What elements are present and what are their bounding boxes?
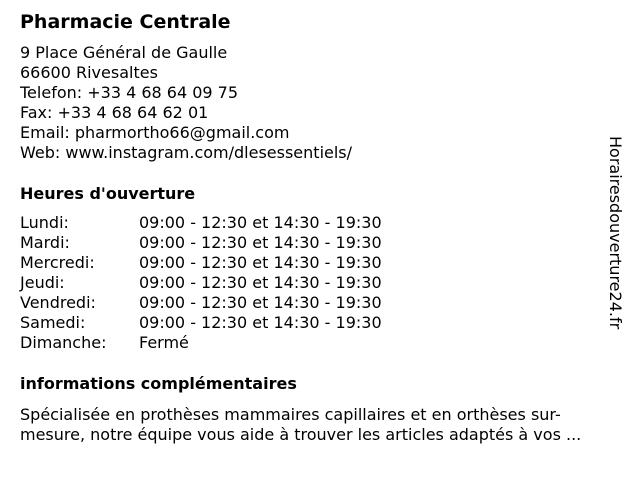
watermark-text: Horairesdouverture24.fr [606,136,625,330]
additional-info-heading: informations complémentaires [20,374,297,393]
time-range: 09:00 - 12:30 et 14:30 - 19:30 [139,313,382,332]
opening-hours-table [20,213,440,353]
day-label: Samedi: [20,313,86,332]
fax-number: Fax: +33 4 68 64 62 01 [20,103,209,122]
time-range: 09:00 - 12:30 et 14:30 - 19:30 [139,213,382,232]
time-range: 09:00 - 12:30 et 14:30 - 19:30 [139,273,382,292]
email-address: Email: pharmortho66@gmail.com [20,123,290,142]
time-range: 09:00 - 12:30 et 14:30 - 19:30 [139,233,382,252]
pharmacy-name: Pharmacie Centrale [20,11,231,33]
day-label: Mardi: [20,233,70,252]
time-range: 09:00 - 12:30 et 14:30 - 19:30 [139,293,382,312]
hours-row-friday [20,293,440,313]
day-label: Mercredi: [20,253,95,272]
opening-hours-heading: Heures d'ouverture [20,184,196,203]
time-range: 09:00 - 12:30 et 14:30 - 19:30 [139,253,382,272]
time-range: Fermé [139,333,189,352]
day-label: Jeudi: [20,273,65,292]
hours-row-tuesday [20,233,440,253]
day-label: Dimanche: [20,333,107,352]
contact-block [20,43,352,163]
hours-row-saturday [20,313,440,333]
hours-row-monday [20,213,440,233]
phone-number: Telefon: +33 4 68 64 09 75 [20,83,239,102]
day-label: Lundi: [20,213,69,232]
address-line-1: 9 Place Général de Gaulle [20,43,228,62]
description-line-1: Spécialisée en prothèses mammaires capillaires et en orthèses sur- [20,405,561,424]
hours-row-wednesday [20,253,440,273]
hours-row-sunday [20,333,440,353]
address-line-2: 66600 Rivesaltes [20,63,158,82]
hours-row-thursday [20,273,440,293]
description-line-2: mesure, notre équipe vous aide à trouver les articles adaptés à vos ... [20,425,582,444]
day-label: Vendredi: [20,293,96,312]
additional-info-text [20,405,632,445]
website: Web: www.instagram.com/dlesessentiels/ [20,143,353,162]
